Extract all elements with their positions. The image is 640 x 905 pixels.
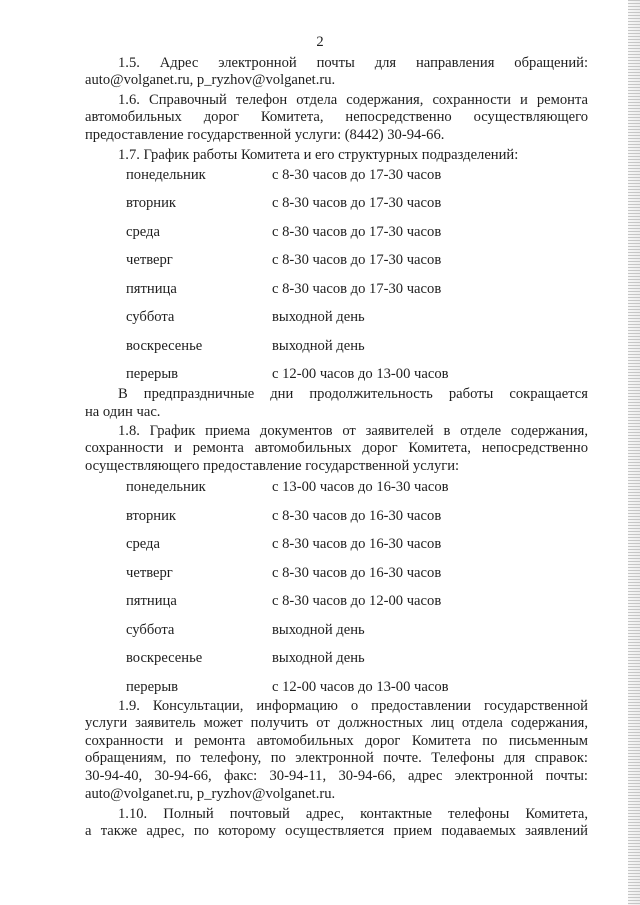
text-line: 1.8. График приема документов от заявителей в отделе содержания, xyxy=(118,423,588,439)
hours-cell: с 8-30 часов до 12-00 часов xyxy=(272,593,442,609)
hours-cell: с 8-30 часов до 17-30 часов xyxy=(272,167,442,183)
text-line: услуги заявитель может получить от должностных лиц отдела содержания, xyxy=(85,715,588,731)
text-line: сохранности и ремонта автомобильных дорог Комитета по письменным xyxy=(85,733,588,749)
weekday-cell: пятница xyxy=(126,281,177,297)
text-line: auto@volganet.ru, p_ryzhov@volganet.ru. xyxy=(85,72,336,88)
hours-cell: с 8-30 часов до 16-30 часов xyxy=(272,508,442,524)
hours-cell: с 8-30 часов до 17-30 часов xyxy=(272,224,442,240)
hours-cell: с 13-00 часов до 16-30 часов xyxy=(272,479,449,495)
weekday-cell: перерыв xyxy=(126,366,179,382)
paragraph-1-7: 1.7. График работы Комитета и его структурных подразделений: xyxy=(118,147,519,163)
text-line: на один час. xyxy=(85,404,161,420)
hours-cell: выходной день xyxy=(272,338,365,354)
weekday-cell: четверг xyxy=(126,252,173,268)
weekday-cell: понедельник xyxy=(126,479,206,495)
text-line: а также адрес, по которому осуществляется прием подаваемых заявлений xyxy=(85,823,588,839)
text-line: auto@volganet.ru, p_ryzhov@volganet.ru. xyxy=(85,786,336,802)
hours-cell: с 12-00 часов до 13-00 часов xyxy=(272,366,449,382)
text-line: 1.10. Полный почтовый адрес, контактные телефоны Комитета, xyxy=(118,806,588,822)
hours-cell: выходной день xyxy=(272,622,365,638)
weekday-cell: среда xyxy=(126,224,160,240)
weekday-cell: перерыв xyxy=(126,679,179,695)
text-line: осуществляющего предоставление государственной услуги: xyxy=(85,458,460,474)
scan-edge-strip xyxy=(628,0,640,905)
page-number: 2 xyxy=(316,34,324,50)
weekday-cell: воскресенье xyxy=(126,650,203,666)
hours-cell: с 8-30 часов до 17-30 часов xyxy=(272,281,442,297)
text-line: автомобильных дорог Комитета, непосредственно осуществляющего xyxy=(85,109,588,125)
weekday-cell: четверг xyxy=(126,565,173,581)
text-line: 1.5. Адрес электронной почты для направления обращений: xyxy=(118,55,588,71)
hours-cell: с 8-30 часов до 16-30 часов xyxy=(272,536,442,552)
weekday-cell: вторник xyxy=(126,508,177,524)
hours-cell: с 12-00 часов до 13-00 часов xyxy=(272,679,449,695)
weekday-cell: понедельник xyxy=(126,167,206,183)
weekday-cell: среда xyxy=(126,536,160,552)
hours-cell: выходной день xyxy=(272,309,365,325)
text-line: 1.9. Консультации, информацию о предоставлении государственной xyxy=(118,698,588,714)
text-line: 1.6. Справочный телефон отдела содержания, сохранности и ремонта xyxy=(118,92,588,108)
text-line: сохранности и ремонта автомобильных дорог Комитета, непосредственно xyxy=(85,440,588,456)
hours-cell: с 8-30 часов до 17-30 часов xyxy=(272,195,442,211)
hours-cell: с 8-30 часов до 16-30 часов xyxy=(272,565,442,581)
weekday-cell: суббота xyxy=(126,309,175,325)
text-line: В предпраздничные дни продолжительность работы сокращается xyxy=(118,386,588,402)
hours-cell: выходной день xyxy=(272,650,365,666)
text-line: предоставление государственной услуги: (8442) 30-94-66. xyxy=(85,127,445,143)
hours-cell: с 8-30 часов до 17-30 часов xyxy=(272,252,442,268)
weekday-cell: пятница xyxy=(126,593,177,609)
weekday-cell: суббота xyxy=(126,622,175,638)
text-line: обращениям, по телефону, по электронной почте. Телефоны для справок: xyxy=(85,750,588,766)
weekday-cell: вторник xyxy=(126,195,177,211)
weekday-cell: воскресенье xyxy=(126,338,203,354)
text-line: 30-94-40, 30-94-66, факс: 30-94-11, 30-94-66, адрес электронной почты: xyxy=(85,768,588,784)
